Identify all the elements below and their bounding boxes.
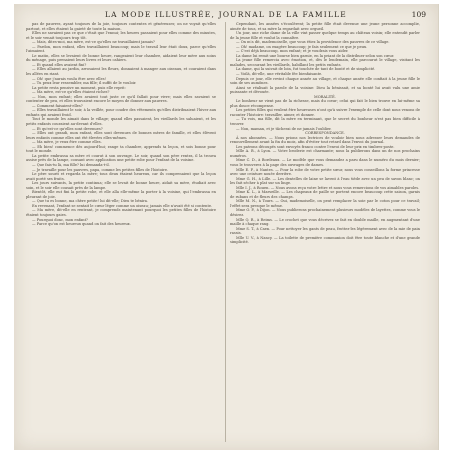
running-title: LA MODE ILLUSTRÉE, JOURNAL DE LA FAMILLE [105, 10, 347, 19]
paragraph: — Parce qu'on est heureux quand on fait des heureux. [32, 222, 131, 227]
paragraph: Mme G. H., à Lille. — Les dentelles de laine se lavent à l'eau tiède avec un peu de savon blanc; on les fait sécher à plat sur un linge. [230, 176, 420, 186]
paragraph: — Tu peux leur ressembler, ma fille; il suffit de le vouloir. [32, 81, 137, 86]
paragraph: La dame lui remit une bourse bien garnie, en la priant de la distribuer selon son cœur. [236, 53, 395, 58]
paragraph: Mme K. L., à Marseille. — Les chapeaux de paille se portent encore beaucoup cette saison, garnis de rubans et de fleurs des champs. [230, 190, 420, 199]
page-header [14, 10, 438, 20]
paragraph: — Non, mon enfant; elles avaient tout juste ce qu'il fallait pour vivre; mais elles savaient se contenter de peu, et elles trouvaient encore le moyen de donner aux pauvres. [26, 94, 216, 104]
paragraph: pas de pauvres, ayant toujours de la joie, toujours contentes et généreuses; on ne voyait qu'elles partout, et elles étaient la gaieté de toute la maison. [26, 22, 216, 31]
paragraph: — Que tu es bonne, ma chère petite! lui dit-elle; Dieu te bénira. [32, 199, 149, 204]
paragraph: — Tu vois, ma fille, dit la mère en terminant, que le secret du bonheur n'est pas bien difficile à trouver. [230, 117, 420, 127]
left-column [26, 22, 216, 442]
paragraph: — Pardon, mon enfant, elles travaillaient beaucoup; mais le travail leur était doux, parce qu'elles l'aimaient. [26, 44, 216, 54]
paragraph: — Et quand elles avaient fini? [32, 62, 87, 67]
paragraph: CORRESPONDANCE. [305, 131, 345, 136]
paragraph: Bientôt, elle eut fini la petite robe, et elle alla elle-même la porter à la voisine, qui l'embrassa en pleurant de joie. [26, 190, 216, 199]
paragraph: La petite embrassa sa mère et courut à son ouvrage. Le soir, quand son père rentra, il la trouva assise près de la lampe, cousant avec application une petite robe pour l'enfant de la voisine. [26, 153, 216, 163]
paragraph: Tout le monde les aimait dans le village; quand elles passaient, les vieillards les saluaient, et les petits enfants couraient au-devant d'elles. [26, 117, 216, 127]
paragraph: — Elles travaillaient le soir, à la veillée, pour coudre des vêtements qu'elles distribuaient l'hiver aux enfants qui avaient froid. [26, 108, 216, 117]
paragraph: À nos abonnées. — Nous prions nos lectrices de vouloir bien nous adresser leurs demandes de renouvellement avant la fin du mois, afin d'éviter tout retard dans l'envoi du journal. [230, 135, 420, 145]
paragraph: — Oh! que j'aurais voulu être avec elles! [32, 76, 106, 81]
paragraph: Elles ne savaient pas ce que c'était que l'ennui; les heures passaient pour elles comme des minutes, et le soir venait toujours trop tôt. [26, 31, 216, 40]
paragraph: — Voilà, dit-elle, une véritable fée bienfaisante. [236, 72, 323, 77]
paragraph: Mlle E. F., à Nantes. — Pour la robe de votre petite sœur, nous vous conseillons la forme princesse avec une ceinture nouée derrière. [230, 167, 420, 177]
paragraph: La petite resta pensive un moment, puis elle reprit: [32, 85, 126, 90]
paragraph: — Ma mère, je veux être comme elles. [32, 140, 102, 145]
paragraph: — Que fais-tu là, ma fille? lui demanda-t-il. [32, 162, 110, 167]
newspaper-page [14, 4, 439, 450]
column-divider [225, 22, 226, 442]
paragraph: — Elles allaient au jardin, arrosaient les fleurs, donnaient à manger aux oiseaux, et couraient dans les allées en riant. [26, 67, 216, 77]
paragraph: — Eh bien! commence dès aujourd'hui; range ta chambre, apprends ta leçon, et sois bonne pour tout le monde. [26, 144, 216, 154]
paragraph: La jeune fille remercia avec émotion, et, dès le lendemain, elle parcourut le village, visitant les malades, secourant les vieillards, habillant les petits enfants. [230, 58, 420, 67]
paragraph: Mme O. P., à Dijon. — Nous publierons prochainement plusieurs modèles de layettes, comme vous le désirez. [230, 208, 420, 217]
paragraph: En revenant, l'enfant se sentait le cœur léger comme un oiseau; jamais elle n'avait été si contente. [32, 203, 213, 208]
paragraph: Depuis ce jour, elle revint chaque année au village, et chaque année elle confiait à la jeune fille le soin de ses aumônes. [230, 76, 420, 86]
paragraph: — Je travaille pour les pauvres, papa, comme les petites filles de l'histoire. [32, 167, 169, 172]
paragraph: Mlle Q. R., à Reims. — Le crochet que vous décrivez se fait en double maille, en augmentant d'une maille à chaque rang. [230, 217, 420, 227]
paragraph: Les petites filles qui veulent être heureuses n'ont qu'à suivre l'exemple de celle dont nous venons de raconter l'histoire: travailler, aimer, et donner. [230, 108, 420, 117]
paragraph: Le bonheur ne vient pas de la richesse, mais du cœur; celui qui fait le bien trouve en lui-même sa plus douce récompense. [230, 99, 420, 108]
paragraph: Mlle A. B., à Lyon. — Votre broderie est charmante; nous la publierons dans un de nos prochains numéros. [230, 149, 420, 158]
paragraph: — Non, maman, et je tâcherai de ne jamais l'oublier. [236, 126, 332, 131]
paragraph: — C'est déjà beaucoup, mon enfant; et je voudrais vous aider. [236, 49, 349, 54]
paragraph: — Pourquoi donc, mon enfant? [32, 217, 88, 222]
paragraph: Mme C. D., à Bordeaux. — Le modèle que vous demandez a paru dans le numéro du mois dernier; vous le trouverez à la page des ouvrages de dames. [230, 158, 420, 167]
paragraph: Le père sourit et regarda la mère; tous deux étaient heureux, car ils comprenaient que la leçon avait porté ses fruits. [26, 172, 216, 181]
paragraph: Un jour, une riche dame de la ville vint passer quelque temps au château voisin; elle entendit parler de la jeune fille et voulut la connaître. [230, 31, 420, 40]
paragraph: — Mais, dites-moi, ma mère, est-ce qu'elles ne travaillaient jamais? [32, 40, 155, 45]
paragraph: Ainsi se réalisait la parole de la voisine: Dieu la bénissait, et sa bonté lui avait valu une amie puissante et dévouée. [230, 85, 420, 95]
paragraph: Les jours suivants, la petite continua; elle se levait de bonne heure, aidait sa mère, étudiait avec soin, et le soir elle cousait près de la lampe. [26, 181, 216, 190]
paragraph: — Oh! madame, on exagère beaucoup; je fais seulement ce que je peux. [236, 44, 368, 49]
paragraph: — On m'a dit, mademoiselle, que vous étiez la providence des pauvres de ce village. [236, 40, 390, 45]
right-column [230, 22, 420, 442]
paragraph: Les patrons découpés sont envoyés franco contre l'envoi de leur prix en timbres-poste. [236, 144, 395, 149]
page-number: 109 [411, 10, 426, 19]
paragraph: Mlle U. V., à Nancy. — La toilette de première communion doit être toute blanche et d'une grande simplicité. [230, 235, 420, 245]
paragraph: — Elles ont grandi, mon enfant, elles sont devenues de bonnes mères de famille, et elles élèvent leurs enfants comme elles ont été élevées elles-mêmes. [26, 131, 216, 140]
paragraph: MORALITÉ. [314, 94, 336, 99]
paragraph: — Ma mère, dit-elle en rentrant, je comprends maintenant pourquoi les petites filles de l'histoire étaient toujours gaies. [26, 208, 216, 217]
paragraph: Mme S. T., à Caen. — Pour nettoyer les gants de peau, frottez-les légèrement avec de la mie de pain rassis. [230, 226, 420, 236]
paragraph: La dame, qui la suivait de loin, fut touchée de tant de bonté et de simplicité. [236, 67, 376, 72]
paragraph: Cependant, les années s'écoulèrent; la petite fille était devenue une jeune personne accomplie, aimée de tous, et sa mère la regardait avec orgueil. [230, 22, 420, 31]
paragraph: — Et qu'est-ce qu'elles sont devenues? [32, 126, 103, 131]
paragraph: Mlle M. N., à Tours. — Oui, mademoiselle, on peut remplacer la soie par le coton pour ce travail; l'effet sera presque le même. [230, 199, 420, 208]
paragraph: Mlle I. J., à Rouen. — Nous avons reçu votre lettre et nous vous remercions de vos aimables paroles. [236, 185, 420, 190]
paragraph: — Comment faisaient-elles? [32, 103, 83, 108]
paragraph: Le matin, elles se levaient de bonne heure, rangeaient leur chambre, aidaient leur mère aux soins du ménage, puis prenaient leurs livres et leurs cahiers. [26, 53, 216, 63]
paragraph: — Ma mère, est-ce qu'elles étaient riches? [32, 90, 110, 95]
